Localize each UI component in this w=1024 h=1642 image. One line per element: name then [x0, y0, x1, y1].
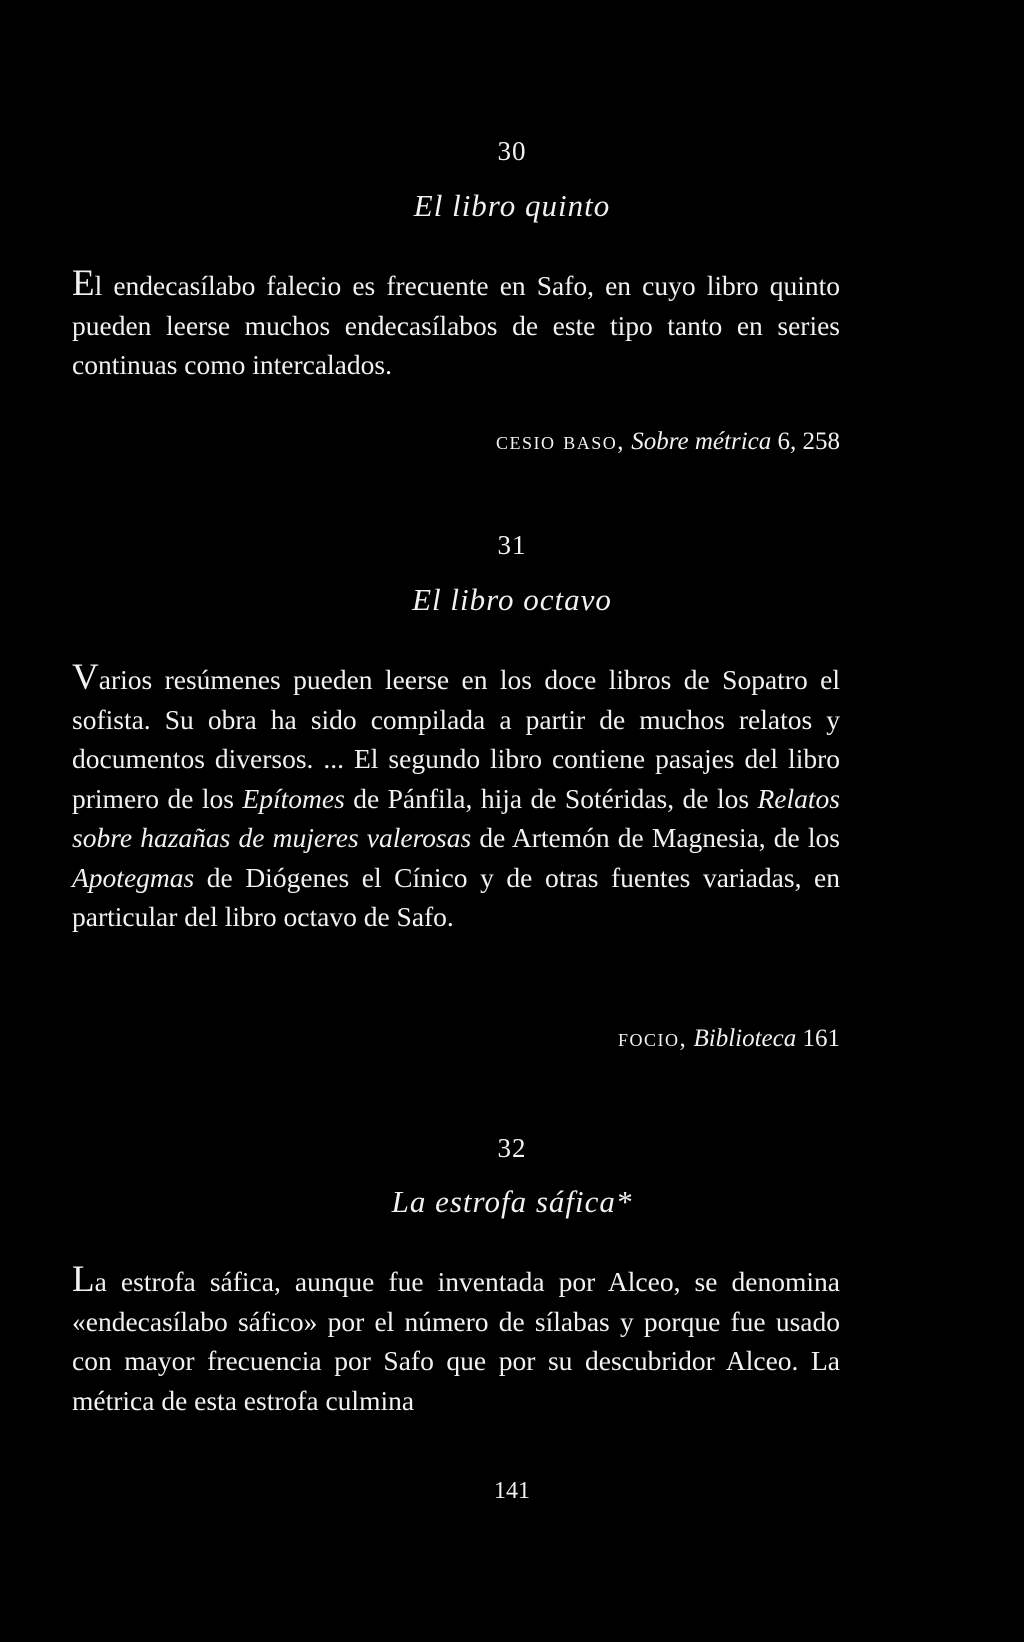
- citation-work: Biblioteca: [693, 1025, 797, 1052]
- section-title-31: El libro octavo: [412, 582, 612, 617]
- dropcap: E: [72, 263, 95, 304]
- citation-ref: 6, 258: [777, 428, 840, 455]
- work-title-relatos: Relatos sobre hazañas de mujeres valerosas: [72, 782, 840, 853]
- citation-31: [618, 1025, 840, 1053]
- paragraph-text: de Diógenes el Cínico y de otras fuentes variadas, en particular del libro octavo de Safo.: [72, 861, 840, 932]
- dropcap: L: [72, 1259, 95, 1300]
- section-title-32: La estrofa sáfica*: [391, 1184, 633, 1219]
- dropcap: V: [72, 657, 99, 698]
- citation-author: cesio baso,: [495, 428, 625, 455]
- page-number: 141: [494, 1478, 530, 1504]
- section-number-30: 30: [497, 136, 527, 166]
- citation-ref: 161: [802, 1025, 840, 1052]
- section-paragraph-31: [72, 657, 840, 937]
- paragraph-text: de Pánfila, hija de Sotéridas, de los: [344, 782, 758, 814]
- paragraph-text: de Artemón de Magnesia, de los: [471, 822, 840, 853]
- citation-30: [496, 428, 840, 456]
- citation-author: focio,: [617, 1025, 688, 1052]
- section-paragraph-32: [72, 1259, 840, 1420]
- work-title-epitomes: Epítomes: [242, 782, 345, 814]
- section-paragraph-30: [72, 263, 840, 385]
- section-number-31: 31: [497, 530, 527, 560]
- work-title-apotegmas: Apotegmas: [72, 861, 195, 893]
- paragraph-text: a estrofa sáfica, aunque fue inventada por Alceo, se denomina «endecasílabo sáfico» por el número de sílabas y porque fue usado con mayor frecuencia por Safo que por su descubridor Alceo. La métrica de esta estrofa culmina: [72, 1266, 840, 1416]
- section-title-30: El libro quinto: [413, 188, 611, 223]
- section-number-32: 32: [497, 1133, 527, 1163]
- paragraph-text: arios resúmenes pueden leerse en los doce libros de Sopatro el sofista. Su obra ha sido compilada a partir de muchos relatos y documentos diversos. ... El segundo libro contiene pasajes del libro primero de los: [72, 664, 840, 814]
- citation-work: Sobre métrica: [631, 428, 772, 455]
- paragraph-text: l endecasílabo falecio es frecuente en Safo, en cuyo libro quinto pueden leerse muchos endecasílabos de este tipo tanto en series continuas como intercalados.: [72, 270, 840, 380]
